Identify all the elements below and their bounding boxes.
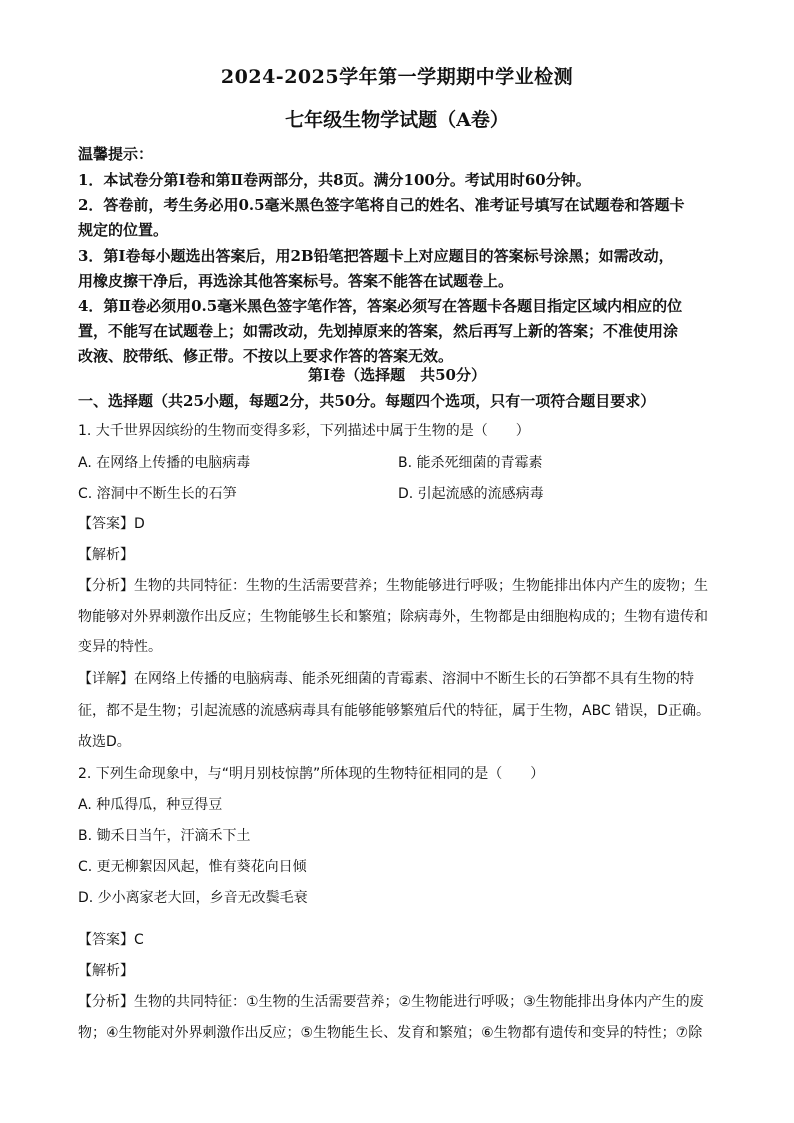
notice-line: 1．本试卷分第Ⅰ卷和第Ⅱ卷两部分，共8页。满分100分。考试用时60分钟。 bbox=[78, 171, 591, 189]
answer-value: C bbox=[134, 932, 144, 948]
notice-line: 改液、胶带纸、修正带。不按以上要求作答的答案无效。 bbox=[78, 347, 454, 365]
question-2-option-d: D. 少小离家老大回，乡音无改鬓毛衰 bbox=[78, 890, 308, 906]
question-2-option-a: A. 种瓜得瓜，种豆得豆 bbox=[78, 797, 223, 813]
exam-title: 2024-2025学年第一学期期中学业检测 bbox=[220, 66, 574, 88]
fenxi-tag: 【分析】 bbox=[78, 578, 134, 594]
answer-tag: 【答案】 bbox=[78, 932, 134, 948]
question-1-xiangjie bbox=[78, 668, 694, 688]
notice-line: 规定的位置。 bbox=[78, 221, 169, 239]
answer-tag: 【答案】 bbox=[78, 516, 134, 532]
question-1-fenxi-line: 物能够对外界刺激作出反应；生物能够生长和繁殖；除病毒外，生物都是由细胞构成的；生物有遗传和 bbox=[78, 609, 708, 625]
section-title: 第Ⅰ卷（选择题 共50分） bbox=[308, 366, 486, 384]
question-1-fenxi-line: 变异的特性。 bbox=[78, 639, 162, 655]
exam-subtitle: 七年级生物学试题（A卷） bbox=[285, 109, 509, 131]
fenxi-tag: 【分析】 bbox=[78, 994, 134, 1010]
question-2-option-b: B. 锄禾日当午，汗滴禾下土 bbox=[78, 828, 251, 844]
question-1-option-b: B. 能杀死细菌的青霉素 bbox=[398, 455, 543, 471]
question-1-option-a: A. 在网络上传播的电脑病毒 bbox=[78, 455, 251, 471]
xiangjie-tag: 【详解】 bbox=[78, 671, 134, 687]
question-1-analysis-tag: 【解析】 bbox=[78, 547, 134, 563]
xiangjie-text: 在网络上传播的电脑病毒、能杀死细菌的青霉素、溶洞中不断生长的石笋都不具有生物的特 bbox=[134, 671, 694, 687]
question-2-option-c: C. 更无柳絮因风起，惟有葵花向日倾 bbox=[78, 859, 307, 875]
question-1-option-c: C. 溶洞中不断生长的石笋 bbox=[78, 486, 237, 502]
notice-line: 2．答卷前，考生务必用0.5毫米黑色签字笔将自己的姓名、准考证号填写在试题卷和答题卡 bbox=[78, 196, 685, 214]
notice-line: 置，不能写在试题卷上；如需改动，先划掉原来的答案，然后再写上新的答案；不准使用涂 bbox=[78, 322, 679, 340]
notice-line: 用橡皮擦干净后，再选涂其他答案标号。答案不能答在试题卷上。 bbox=[78, 272, 514, 290]
question-2-fenxi-line: 物；④生物能对外界刺激作出反应；⑤生物能生长、发育和繁殖；⑥生物都有遗传和变异的特性；⑦除 bbox=[78, 1025, 703, 1041]
answer-value: D bbox=[134, 516, 145, 532]
fenxi-text: 生物的共同特征：①生物的生活需要营养；②生物能进行呼吸；③生物能排出身体内产生的废 bbox=[134, 994, 704, 1010]
question-2-stem: 2. 下列生命现象中，与“明月别枝惊鹊”所体现的生物特征相同的是（ ） bbox=[78, 766, 545, 782]
question-1-stem: 1. 大千世界因缤纷的生物而变得多彩，下列描述中属于生物的是（ ） bbox=[78, 423, 530, 439]
notice-line: 4．第Ⅱ卷必须用0.5毫米黑色签字笔作答，答案必须写在答题卡各题目指定区域内相应的位 bbox=[78, 297, 683, 315]
question-2-answer bbox=[78, 929, 144, 949]
fenxi-text: 生物的共同特征：生物的生活需要营养；生物能够进行呼吸；生物能排出体内产生的废物；生 bbox=[134, 578, 708, 594]
question-2-fenxi bbox=[78, 991, 704, 1011]
question-2-analysis-tag: 【解析】 bbox=[78, 963, 134, 979]
question-1-xiangjie-line: 故选D。 bbox=[78, 734, 131, 750]
question-1-option-d: D. 引起流感的流感病毒 bbox=[398, 486, 544, 502]
notice-heading: 温馨提示： bbox=[78, 145, 154, 163]
question-1-xiangjie-line: 征，都不是生物；引起流感的流感病毒具有能够能够繁殖后代的特征，属于生物，ABC 错误，D正确。 bbox=[78, 703, 710, 719]
section-instruction: 一、选择题（共25小题，每题2分，共50分。每题四个选项，只有一项符合题目要求） bbox=[78, 392, 656, 410]
notice-line: 3．第Ⅰ卷每小题选出答案后，用2B铅笔把答题卡上对应题目的答案标号涂黑；如需改动， bbox=[78, 247, 674, 265]
question-1-fenxi bbox=[78, 575, 708, 595]
question-1-answer bbox=[78, 513, 145, 533]
